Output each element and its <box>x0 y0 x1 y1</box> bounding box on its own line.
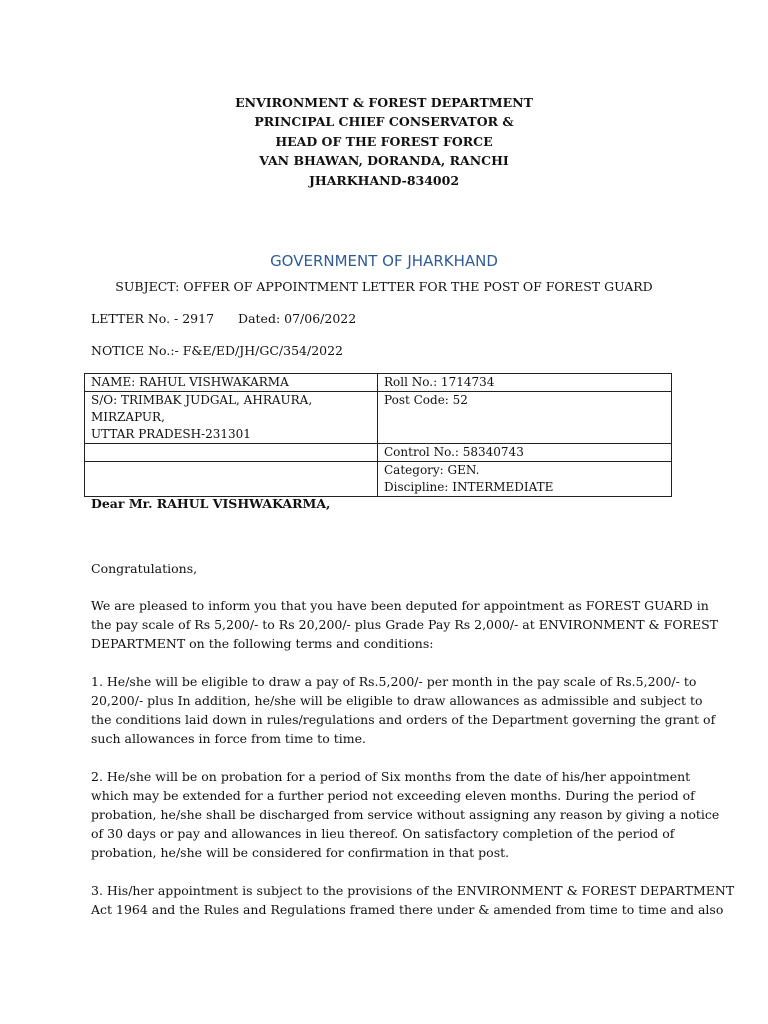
candidate-info-table <box>84 373 672 497</box>
letterhead-line: VAN BHAWAN, DORANDA, RANCHI <box>259 153 509 169</box>
table-cell <box>85 374 378 392</box>
letter-number: LETTER No. - 2917 <box>91 311 215 326</box>
empty-cell <box>91 444 371 461</box>
paragraph-line: the conditions laid down in rules/regulations and orders of the Department governing the grant of <box>91 712 716 728</box>
roll-number: Roll No.: 1714734 <box>384 375 495 389</box>
table-cell <box>378 462 672 497</box>
table-row <box>85 462 672 497</box>
paragraph-line: Act 1964 and the Rules and Regulations framed there under & amended from time to time and also <box>91 902 724 918</box>
candidate-address-line: S/O: TRIMBAK JUDGAL, AHRAURA, MIRZAPUR, <box>91 393 313 424</box>
discipline: Discipline: INTERMEDIATE <box>384 480 554 494</box>
paragraph-line: probation, he/she shall be discharged from service without assigning any reason by giving a notice <box>91 807 720 823</box>
empty-cell <box>91 462 371 479</box>
control-number: Control No.: 58340743 <box>384 445 524 459</box>
post-code: Post Code: 52 <box>384 393 468 407</box>
notice-number: NOTICE No.:- F&E/ED/JH/GC/354/2022 <box>91 343 344 358</box>
paragraph-line: the pay scale of Rs 5,200/- to Rs 20,200/- plus Grade Pay Rs 2,000/- at ENVIRONMENT & FOREST <box>91 617 719 633</box>
paragraph-line: such allowances in force from time to time. <box>91 731 366 747</box>
table-row <box>85 374 672 392</box>
paragraph-line: We are pleased to inform you that you have been deputed for appointment as FOREST GUARD in <box>91 598 709 613</box>
intro-paragraph <box>91 596 719 653</box>
letterhead <box>0 93 768 190</box>
letter-reference <box>91 311 356 326</box>
table-row <box>85 444 672 462</box>
paragraph-line: 2. He/she will be on probation for a period of Six months from the date of his/her appointment <box>91 769 691 784</box>
table-cell <box>378 444 672 462</box>
table-cell <box>85 444 378 462</box>
letterhead-line: PRINCIPAL CHIEF CONSERVATOR & <box>254 114 514 130</box>
term-3-paragraph <box>91 881 735 919</box>
letter-date: Dated: 07/06/2022 <box>238 311 357 326</box>
table-row <box>85 392 672 444</box>
table-cell <box>378 374 672 392</box>
candidate-address-line: UTTAR PRADESH-231301 <box>91 427 251 441</box>
table-cell <box>85 392 378 444</box>
paragraph-line: 20,200/- plus In addition, he/she will be eligible to draw allowances as admissible and subject to <box>91 693 703 709</box>
subject-line: SUBJECT: OFFER OF APPOINTMENT LETTER FOR THE POST OF FOREST GUARD <box>115 279 653 294</box>
government-title: GOVERNMENT OF JHARKHAND <box>270 252 498 270</box>
category: Category: GEN. <box>384 463 480 477</box>
congratulations: Congratulations, <box>91 561 198 576</box>
paragraph-line: DEPARTMENT on the following terms and conditions: <box>91 636 434 652</box>
table-cell <box>85 462 378 497</box>
table-cell <box>378 392 672 444</box>
paragraph-line: 1. He/she will be eligible to draw a pay of Rs.5,200/- per month in the pay scale of Rs.5,200/- to <box>91 674 697 689</box>
salutation: Dear Mr. RAHUL VISHWAKARMA, <box>91 496 331 511</box>
letterhead-line: JHARKHAND-834002 <box>308 172 460 188</box>
paragraph-line: probation, he/she will be considered for confirmation in that post. <box>91 845 510 861</box>
term-1-paragraph <box>91 672 716 748</box>
paragraph-line: which may be extended for a further period not exceeding eleven months. During the period of <box>91 788 695 804</box>
letterhead-line: ENVIRONMENT & FOREST DEPARTMENT <box>235 95 533 110</box>
paragraph-line: 3. His/her appointment is subject to the provisions of the ENVIRONMENT & FOREST DEPARTMENT <box>91 883 735 898</box>
paragraph-line: of 30 days or pay and allowances in lieu thereof. On satisfactory completion of the period of <box>91 826 675 842</box>
candidate-name: NAME: RAHUL VISHWAKARMA <box>91 375 289 389</box>
letterhead-line: HEAD OF THE FOREST FORCE <box>275 133 493 149</box>
term-2-paragraph <box>91 767 720 862</box>
